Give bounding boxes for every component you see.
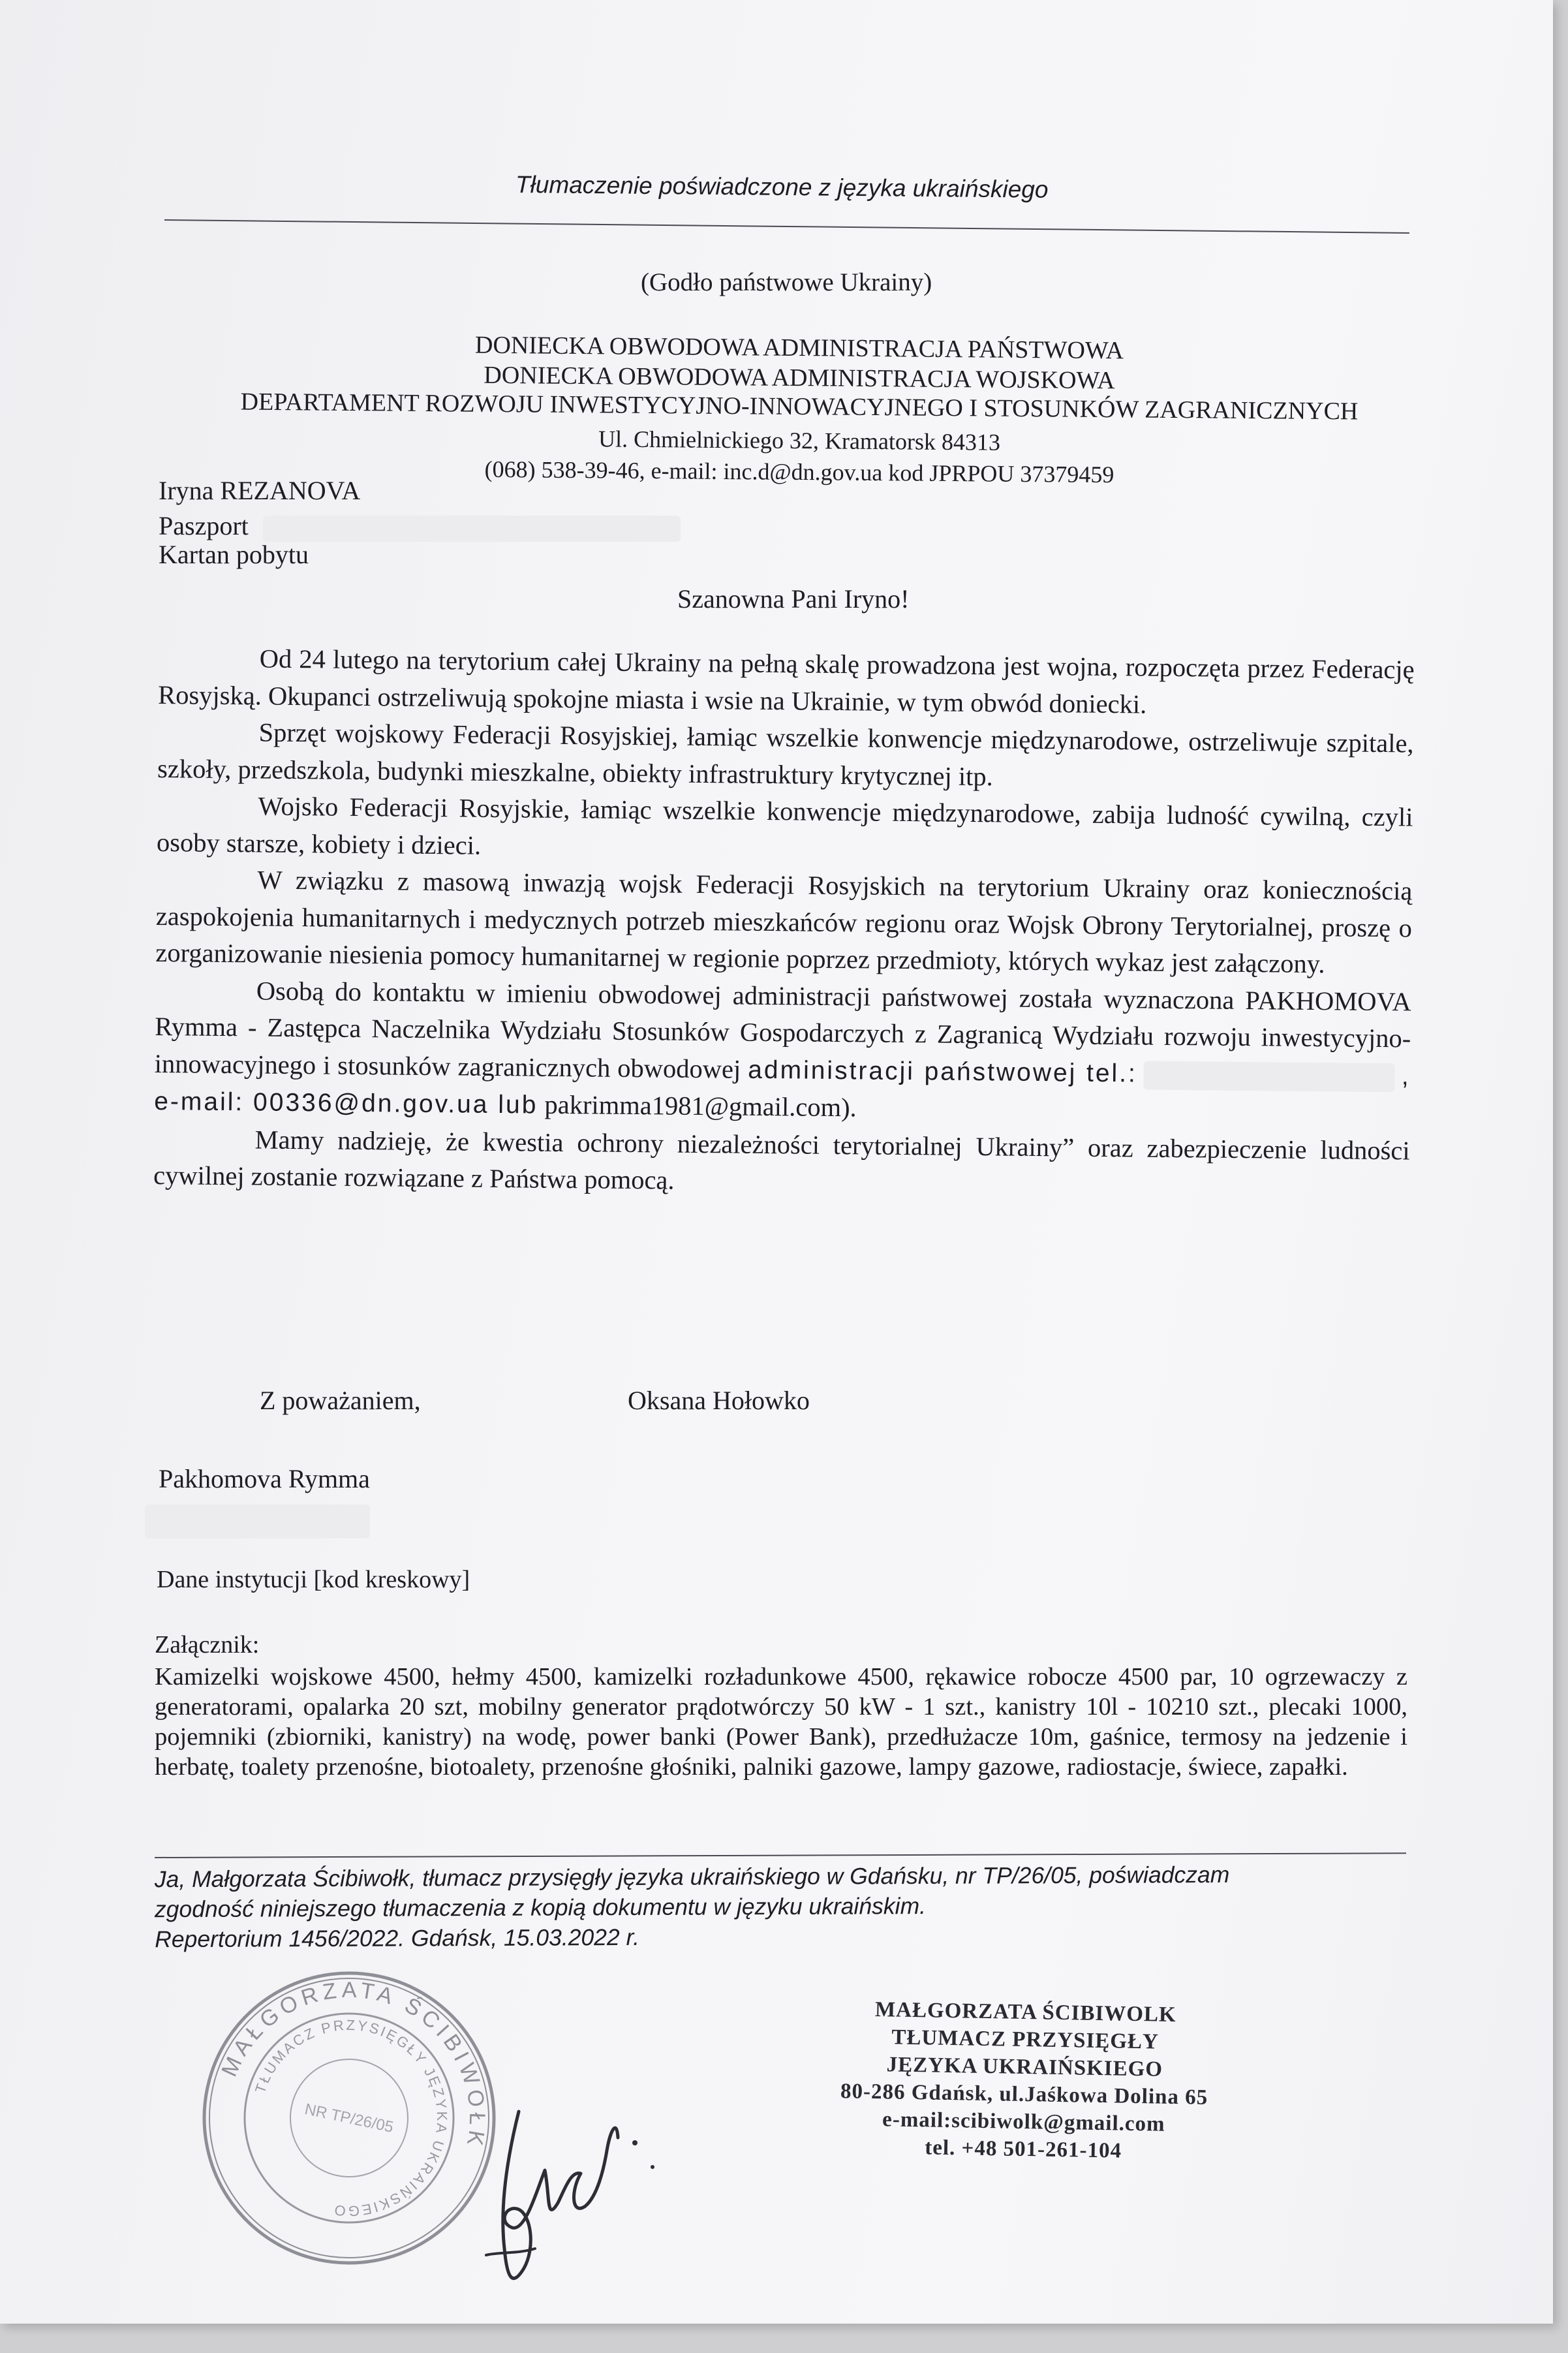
greeting: Szanowna Pani Iryno!: [677, 584, 910, 614]
body-paragraph-6: Mamy nadzieję, że kwestia ochrony niezależności terytorialnej Ukrainy” oraz zabezpieczenie ludności cywilnej zostanie rozwiązane z Państwa pomocą.: [153, 1124, 1410, 1195]
contact-phone-label: administracji państwowej tel.:: [747, 1055, 1138, 1087]
translator-stamp: [801, 1995, 1248, 2167]
attachment-list: Kamizelki wojskowe 4500, hełmy 4500, kamizelki rozładunkowe 4500, rękawice robocze 4500 par, 10 ogrzewaczy z generatorami, opalarka 20 szt, mobilny generator prądotwórczy 50 kW - 1 szt., kanistry 10l - 10210 szt., plecaki 1000, pojemniki (zbiorniki, kanistry) na wodę, power banki (Power Bank), przedłużacze 10m, gaśnice, termosy na jedzenie i herbatę, toalety przenośne, biotoalety, przenośne głośniki, palniki gazowe, lampy gazowe, radiostacje, świece, zapałki.: [155, 1663, 1407, 1781]
institution-contact: (068) 538-39-46, e-mail: inc.d@dn.gov.ua kod JPRPOU 37379459: [484, 456, 1115, 488]
body-paragraph-3: Wojsko Federacji Rosyjskie, łamiąc wszelkie konwencje międzynarodowe, zabija ludność cywilną, czyli osoby starsze, kobiety i dzieci.: [156, 791, 1413, 860]
stamp-line-email: e-mail:scibiwolk@gmail.com: [882, 2108, 1165, 2136]
contact-email-alt: pakrimma1981@gmail.com).: [544, 1089, 857, 1123]
redaction-box: [263, 516, 681, 542]
institution-line-3: DEPARTAMENT ROZWOJU INWESTYCYJNO-INNOWACYJNEGO I STOSUNKÓW ZAGRANICZNYCH: [240, 388, 1359, 426]
addressee-passport-label: Paszport: [159, 511, 249, 540]
stamp-line-phone: tel. +48 501-261-104: [924, 2136, 1122, 2163]
body-paragraph-1: Od 24 lutego na terytorium całej Ukrainy na pełną skalę prowadzona jest wojna, rozpoczęta przez Federację Rosyjską. Okupanci ostrzeliwują spokojne miasta i wsie na Ukrainie, w tym obwód doniecki.: [157, 644, 1415, 719]
seal-inner-text: TŁUMACZ PRZYSIĘGŁY JĘZYKA UKRAIŃSKIEGO: [251, 2016, 451, 2220]
contact-email: , e-mail: 00336@dn.gov.ua lub: [154, 1061, 1411, 1119]
certification-rule: [155, 1852, 1406, 1858]
seal-outer-text: MAŁGORZATA ŚCIBIWOŁK: [217, 1977, 490, 2152]
body-paragraph-2: Sprzęt wojskowy Federacji Rosyjskiej, łamiąc wszelkie konwencje międzynarodowe, ostrzeliwuje szpitale, szkoły, przedszkola, budynki mieszkalne, obiekty infrastruktury krytycznej itp.: [157, 717, 1414, 791]
stamp-line-language: JĘZYKA UKRAIŃSKIEGO: [886, 2053, 1163, 2081]
institution-address: Ul. Chmielnickiego 32, Kramatorsk 84313: [598, 426, 1001, 456]
institution-data: Dane instytucji [kod kreskowy]: [157, 1566, 470, 1593]
emblem-note: (Godło państwowe Ukrainy): [641, 268, 932, 296]
certification-line-3: Repertorium 1456/2022. Gdańsk, 15.03.2022 r.: [155, 1924, 639, 1953]
certification-line-1: Ja, Małgorzata Ścibiwołk, tłumacz przysięgły języka ukraińskiego w Gdańsku, nr TP/26/05, poświadczam: [154, 1862, 1230, 1893]
institution-line-1: DONIECKA OBWODOWA ADMINISTRACJA PAŃSTWOWA: [474, 331, 1124, 365]
header-rule: [164, 219, 1409, 234]
redaction-box: [1144, 1061, 1395, 1093]
body-paragraph-4: W związku z masową inwazją wojsk Federacji Rosyjskich na terytorium Ukrainy oraz koniecznością zaspokojenia humanitarnych i medycznych potrzeb mieszkańców regionu oraz Wojsk Obrony Terytorialnej, proszę o zorganizowanie niesienia pomocy humanitarnej w regionie poprzez przedmioty, których wykaz jest załączony.: [155, 865, 1413, 979]
certification-line-2: zgodność niniejszego tłumaczenia z kopią dokumentu w języku ukraińskim.: [154, 1893, 927, 1923]
body-paragraph-5: [154, 971, 1411, 1132]
attachment-heading: Załącznik:: [155, 1631, 260, 1659]
stamp-line-title: TŁUMACZ PRZYSIĘGŁY: [891, 2025, 1160, 2054]
stamp-line-name: MAŁGORZATA ŚCIBIWOLK: [874, 1997, 1176, 2027]
signer-name: Pakhomova Rymma: [159, 1464, 370, 1493]
translation-note: Tłumaczenie poświadczone z języka ukraińskiego: [515, 171, 1049, 203]
addressee-passport: [159, 510, 681, 542]
contact-person-text: Osobą do kontaktu w imieniu obwodowej administracji państwowej została wyznaczona PAKHOMOVA Rymma - Zastępca Naczelnika Wydziału Stosunków Gospodarczych z Zagranicą Wydziału rozwoju inwestycyjno- innowacyjnego i stosunków zagranicznych obwodowej: [154, 975, 1411, 1084]
closing-signatory: Oksana Hołowko: [628, 1386, 810, 1415]
stamp-line-address: 80-286 Gdańsk, ul.Jaśkowa Dolina 65: [840, 2080, 1208, 2110]
redaction-box: [145, 1504, 370, 1538]
addressee-name: Iryna REZANOVA: [159, 476, 361, 505]
addressee-residence-card: Kartan pobytu: [159, 540, 309, 569]
handwritten-signature: [473, 2092, 669, 2301]
letter-body: [153, 640, 1415, 1206]
translator-certification: [155, 1859, 1411, 1954]
seal-number: NR TP/26/05: [303, 2100, 395, 2137]
closing-regards: Z poważaniem,: [260, 1386, 421, 1415]
institution-line-2: DONIECKA OBWODOWA ADMINISTRACJA WOJSKOWA: [484, 361, 1115, 395]
